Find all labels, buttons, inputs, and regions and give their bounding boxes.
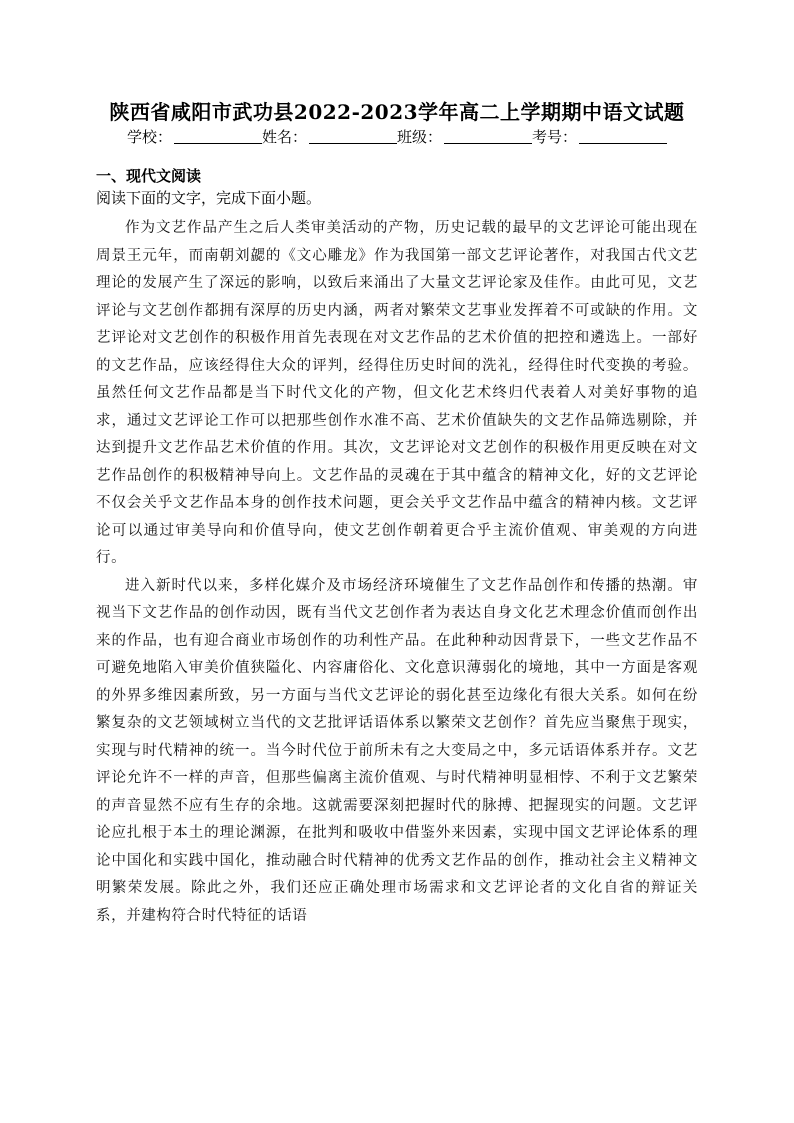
name-field	[262, 126, 397, 147]
exam-number-field	[532, 126, 667, 147]
name-label: 姓名：	[261, 128, 307, 146]
passage-paragraph-1: 作为文艺作品产生之后人类审美活动的产物，历史记载的最早的文艺评论可能出现在周景王元年，而南朝刘勰的《文心雕龙》作为我国第一部文艺评论著作，对我国古代文艺理论的发展产生了深远的影响，以致后来涌出了大量文艺评论家及佳作。由此可见，文艺评论与文艺创作都拥有深厚的历史内涵，两者对繁荣文艺事业发挥着不可或缺的作用。文艺评论对文艺创作的积极作用首先表现在对文艺作品的艺术价值的把控和遴选上。一部好的文艺作品，应该经得住大众的评判，经得住历史时间的洗礼，经得住时代变换的考验。虽然任何文艺作品都是当下时代文化的产物，但文化艺术终归代表着人对美好事物的追求，通过文艺评论工作可以把那些创作水准不高、艺术价值缺失的文艺作品筛选剔除，并达到提升文艺作品艺术价值的作用。其次，文艺评论对文艺创作的积极作用更反映在对文艺作品创作的积极精神导向上。文艺作品的灵魂在于其中蕴含的精神文化，好的文艺评论不仅会关乎文艺作品本身的创作技术问题，更会关乎文艺作品中蕴含的精神内核。文艺评论可以通过审美导向和价值导向，使文艺创作朝着更合乎主流价值观、审美观的方向进行。	[96, 220, 698, 566]
school-blank[interactable]	[174, 129, 262, 144]
class-label: 班级：	[397, 128, 443, 146]
class-blank[interactable]	[444, 129, 532, 144]
school-label: 学校：	[126, 128, 172, 146]
school-field	[127, 126, 262, 147]
exam-number-label: 考号：	[532, 128, 578, 146]
section-heading: 一、现代文阅读	[96, 167, 202, 185]
name-blank[interactable]	[309, 129, 397, 144]
student-info-line	[0, 126, 794, 147]
document-title: 陕西省咸阳市武功县2022-2023学年高二上学期期中语文试题	[109, 100, 685, 124]
reading-passage	[96, 215, 698, 930]
class-field	[397, 126, 532, 147]
passage-paragraph-2: 进入新时代以来，多样化媒介及市场经济环境催生了文艺作品创作和传播的热潮。审视当下文艺作品的创作动因，既有当代文艺创作者为表达自身文化艺术理念价值而创作出来的作品，也有迎合商业市场创作的功利性产品。在此种种动因背景下，一些文艺作品不可避免地陷入审美价值狭隘化、内容庸俗化、文化意识薄弱化的境地，其中一方面是客观的外界多维因素所致，另一方面与当代文艺评论的弱化甚至边缘化有很大关系。如何在纷繁复杂的文艺领域树立当代的文艺批评话语体系以繁荣文艺创作？首先应当聚焦于现实，实现与时代精神的统一。当今时代位于前所未有之大变局之中，多元话语体系并存。文艺评论允许不一样的声音，但那些偏离主流价值观、与时代精神明显相悖、不利于文艺繁荣的声音显然不应有生存的余地。这就需要深刻把握时代的脉搏、把握现实的问题。文艺评论应扎根于本土的理论渊源，在批判和吸收中借鉴外来因素，实现中国文艺评论体系的理论中国化和实践中国化，推动融合时代精神的优秀文艺作品的创作，推动社会主义精神文明繁荣发展。除此之外，我们还应正确处理市场需求和文艺评论者的文化自省的辩证关系，并建构符合时代特征的话语	[96, 577, 698, 924]
exam-number-blank[interactable]	[579, 129, 667, 144]
reading-instruction: 阅读下面的文字，完成下面小题。	[96, 189, 322, 207]
